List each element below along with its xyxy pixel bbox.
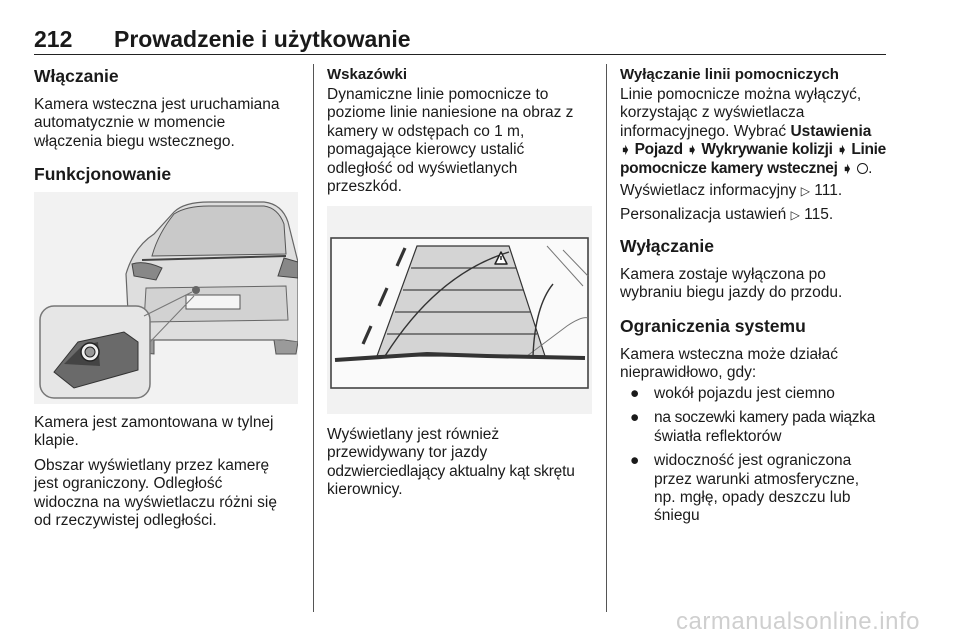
bullet-list (630, 385, 892, 526)
text-line: jest ograniczony. Odległość (34, 475, 223, 493)
text-line: nieprawidłowo, gdy: (620, 364, 757, 382)
text-line: pomocnicze kamery wstecznej ➧ . (620, 159, 873, 177)
paragraph-wylaczanie (620, 266, 892, 303)
text-line: korzystając z wyświetlacza (620, 104, 805, 122)
text-line: na soczewki kamery pada wiązka (654, 409, 876, 427)
text-line: widoczna na wyświetlaczu różni się (34, 493, 277, 511)
header-rule (34, 54, 886, 55)
column-divider-2 (606, 64, 607, 612)
heading-funkcjonowanie: Funkcjonowanie (34, 164, 172, 184)
menu-path-linie: Linie (851, 141, 886, 159)
text-line: Dynamiczne linie pomocnicze to (327, 86, 549, 103)
page-ref-number: 115. (804, 206, 834, 223)
bullet-icon: ● (630, 452, 640, 470)
text-line: odzwierciedlający aktualny kąt skrętu (327, 462, 575, 480)
paragraph-linie (620, 86, 892, 178)
text-line: widoczność jest ograniczona (654, 452, 852, 470)
bullet-icon: ● (630, 385, 640, 402)
text-line: śniegu (654, 507, 700, 525)
page-ref-number: 111. (814, 182, 843, 199)
text-span: Wyświetlacz informacyjny (620, 182, 797, 199)
heading-wlaczanie: Włączanie (34, 66, 119, 86)
text-line: Kamera zostaje wyłączona po (620, 266, 826, 283)
heading-wskazowki: Wskazówki (327, 66, 408, 83)
text-line: pomagające kierowcy ustalić (327, 141, 525, 159)
column-divider-1 (313, 64, 314, 612)
menu-path-wykrywanie: Wykrywanie kolizji (701, 141, 833, 159)
list-item (630, 409, 892, 446)
bullet-icon: ● (630, 409, 640, 427)
heading-wylaczanie-linii: Wyłączanie linii pomocniczych (620, 66, 839, 83)
text-line: automatycznie w momencie (34, 114, 226, 132)
list-item (630, 452, 892, 526)
text-line: przeszkód. (327, 178, 402, 196)
paragraph-area (34, 457, 306, 531)
paragraph-ograniczenia (620, 346, 892, 383)
page-ref-icon: ▷ (790, 208, 800, 222)
text-line (620, 123, 892, 141)
text-span: informacyjnego. Wybrać (620, 122, 791, 140)
paragraph-mount (34, 414, 306, 451)
text-line: kamery w odstępach co 1 m, (327, 122, 525, 140)
menu-path-pojazd: Pojazd (634, 141, 683, 159)
text-line: włączenia biegu wstecznego. (34, 132, 235, 150)
reference-personalization (620, 206, 892, 224)
text-line: kierownicy. (327, 481, 403, 499)
text-line: Wyświetlany jest również (327, 426, 500, 443)
text-line: światła reflektorów (654, 427, 782, 445)
menu-path-ustawienia: Ustawienia (790, 122, 872, 140)
text-line: np. mgłę, opady deszczu lub (654, 489, 851, 507)
text-line: przez warunki atmosferyczne, (654, 470, 860, 488)
text-line: klapie. (34, 432, 79, 450)
circle-icon (857, 163, 868, 174)
arrow-icon: ➧ (841, 160, 853, 176)
heading-ograniczenia: Ograniczenia systemu (620, 316, 806, 336)
text-line: wybraniu biegu jazdy do przodu. (620, 284, 843, 302)
watermark: carmanualsonline.info (676, 608, 920, 635)
list-item (630, 385, 892, 403)
text-span: Personalizacja ustawień (620, 206, 787, 223)
paragraph-wlaczanie (34, 96, 304, 151)
text-line: wokół pojazdu jest ciemno (654, 385, 835, 402)
guideline-display-illustration (327, 206, 592, 414)
arrow-icon: ➧ (686, 142, 698, 158)
paragraph-wskazowki (327, 86, 599, 196)
page-ref-icon: ▷ (800, 184, 810, 198)
paragraph-tor (327, 426, 599, 500)
text-line: Kamera jest zamontowana w tylnej (34, 414, 274, 431)
text-line: Linie pomocnicze można wyłączyć, (620, 86, 862, 103)
menu-path-linie-2: pomocnicze kamery wstecznej (620, 159, 838, 177)
chapter-title: Prowadzenie i użytkowanie (114, 26, 411, 52)
reference-display (620, 182, 892, 200)
text-line: poziome linie naniesione na obraz z (327, 104, 574, 122)
text-line: od rzeczywistej odległości. (34, 512, 217, 530)
heading-wylaczanie: Wyłączanie (620, 236, 715, 256)
text-line (620, 141, 892, 159)
page-number: 212 (34, 26, 73, 52)
arrow-icon: ➧ (620, 142, 631, 158)
text-line: Kamera wsteczna może działać (620, 346, 838, 363)
rear-car-illustration (34, 192, 298, 404)
arrow-icon: ➧ (836, 142, 848, 158)
text-line: Kamera wsteczna jest uruchamiana (34, 96, 280, 113)
text-line: przewidywany tor jazdy (327, 444, 488, 462)
text-line: odległość od wyświetlanych (327, 159, 518, 177)
text-line: Obszar wyświetlany przez kamerę (34, 457, 270, 474)
